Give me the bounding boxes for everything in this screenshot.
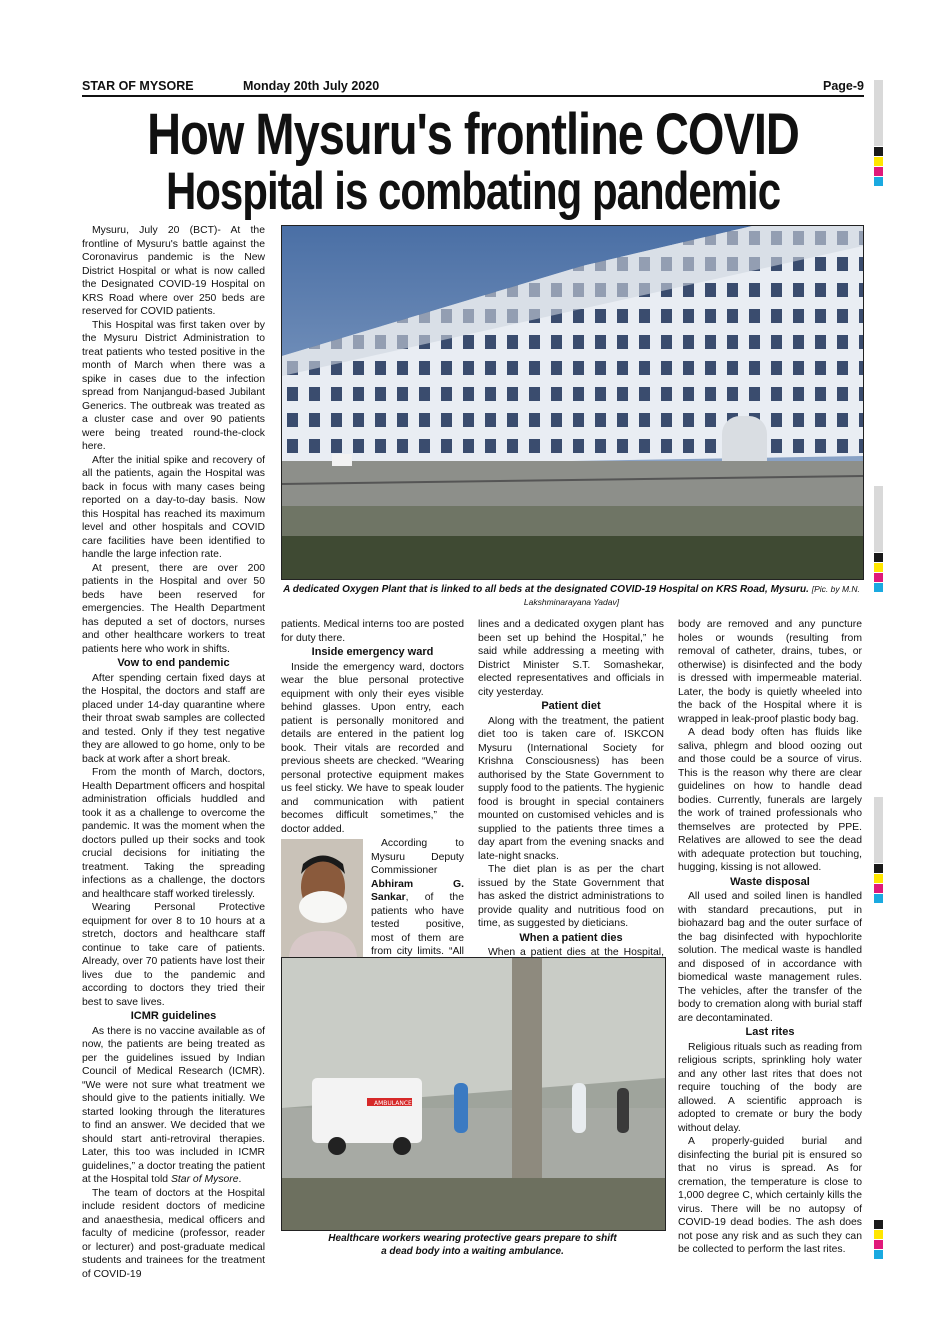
dc-name: Abhiram G. Sankar — [371, 878, 464, 903]
black-mark — [874, 1220, 883, 1229]
hospital-building-illustration — [282, 226, 863, 579]
magenta-mark — [874, 1240, 883, 1249]
subhead-emergency: Inside emergency ward — [311, 646, 434, 658]
col1-paragraph: After spending certain fixed days at the Hospital, the doctors and staff are placed under 14-day quarantine where their throat swab samples are collected and tested. Only if they test negative they are allowed to go home, only to be back at work after a short break. — [82, 672, 265, 765]
magenta-mark — [874, 573, 883, 582]
photo-caption-2 — [281, 1232, 664, 1258]
headline-line-2: Hospital is combating pandemic — [165, 161, 781, 220]
col1-paragraph — [82, 1025, 265, 1187]
dc-portrait — [281, 839, 363, 957]
col3-paragraph: lines and a dedicated oxygen plant has been set up behind the Hospital,” he said while addressing a meeting with District Minister S.T. Somashekar, elected representatives and officials in city yesterday. — [478, 619, 664, 698]
paper-name-italic: Star of Mysore — [170, 1174, 239, 1185]
subhead-icmr: ICMR guidelines — [130, 1010, 217, 1022]
col2-paragraph: patients. Medical interns too are posted for duty there. — [281, 619, 464, 644]
black-mark — [874, 864, 883, 873]
cyan-mark — [874, 177, 883, 186]
page-number: Page-9 — [823, 79, 864, 93]
caption-1-text: A dedicated Oxygen Plant that is linked to all beds at the designated COVID-19 Hospital on KRS Road, Mysuru. — [283, 584, 809, 595]
col1-paragraph: At present, there are over 200 patients in the Hospital and over 50 beds have been reserved for emergencies. The Health Department has deputed a set of doctors, nurses and other healthcare workers to treat patients here who work in shifts. — [82, 562, 265, 655]
portrait-illustration — [281, 839, 363, 957]
caption-2-line-2: a dead body into a waiting ambulance. — [381, 1246, 564, 1257]
col1-paragraph: The team of doctors at the Hospital include resident doctors of medicine and anaesthesia, medical officers and faculty of medicine (professor, reader or lecturer) and post-graduate medical students and trainees for the treatment of COVID-19 — [82, 1187, 265, 1280]
dc-quote: , of the patients who have tested positive, most of them are from city limits. “All — [371, 892, 464, 957]
col4-paragraph: body are removed and any puncture holes or wounds (resulting from removal of catheter, drains, tubes, or otherwise) is disinfected and the body is dressed with impermeable material. Later, the body is quietly wheeled into the back of the Hospital where it is wrapped in leak-proof plastic body bag. — [678, 619, 862, 725]
issue-date: Monday 20th July 2020 — [243, 79, 380, 93]
column-4 — [678, 618, 862, 1257]
ambulance-label: AMBULANCE — [374, 1100, 412, 1107]
black-mark — [874, 147, 883, 156]
cyan-mark — [874, 583, 883, 592]
yellow-mark — [874, 157, 883, 166]
quote-text: As there is no vaccine available as of now, the patients are being treated as per the guidelines issued by Indian Council of Medical Research (ICMR). “We were not sure what treatment we should give to the patients initially. We started looking through the literatures to find an answer. We decided that we should start anti-retroviral therapies. Later, this too was included in ICMR guidelines,” a doctor treating the patient at the Hospital told — [82, 1025, 265, 1185]
column-3 — [478, 618, 664, 987]
col4-paragraph: A properly-guided burial and disinfecting the burial pit is ensured so that no virus is spread. As for cremation, the temperature is close to 1,000 degree C, which certainly kills the virus. There will be no autopsy of COVID-19 dead bodies. The ash does not pose any risk and as such they can be collected to perform the last rites. — [678, 1136, 862, 1255]
col1-paragraph: Mysuru, July 20 (BCT)- At the frontline of Mysuru's battle against the Coronavirus pandemic is the New District Hospital or what is now called the Designated COVID-19 Hospital on KRS Road where over 250 beds are reserved for COVID patients. — [82, 225, 265, 317]
dc-intro: According to Mysuru Deputy Commissioner — [371, 838, 464, 876]
black-mark — [874, 553, 883, 562]
header-rule — [82, 95, 864, 97]
subhead-last-rites: Last rites — [745, 1026, 795, 1038]
subhead-vow: Vow to end pandemic — [117, 657, 230, 669]
oxygen-plant-photo — [281, 225, 864, 580]
cyan-mark — [874, 1250, 883, 1259]
col1-paragraph: After the initial spike and recovery of all the patients, again the Hospital was back in focus with many cases being reported on a day-to-day basis. Now this Hospital has reached its maximum level and other hospitals and COVID care facilities have been identified to handle the large infection rate. — [82, 454, 265, 560]
photo-caption-1 — [281, 583, 862, 609]
col3-paragraph: The diet plan is as per the chart issued by the State Government that has asked the district administrations to provide quality and nutritious food on time, as suggested by dieticians. — [478, 864, 664, 929]
column-2 — [281, 618, 464, 965]
yellow-mark — [874, 563, 883, 572]
col2-paragraph: Inside the emergency ward, doctors wear the blue personal protective equipment with only their eyes visible behind glasses. Upon entry, each patient is personally monitored and details are entered in the patient log book. Their vitals are recorded and previous sheets are checked. “Wearing personal protective equipment makes us feel sticky. We have to speak louder and communication with patient becomes difficult sometimes,” the doctor added. — [281, 661, 464, 835]
subhead-diet: Patient diet — [541, 700, 601, 712]
col4-paragraph: A dead body often has fluids like saliva, phlegm and blood oozing out and those could be a source of virus. This is the reason why there are clear guidelines on how to handle dead bodies. Currently, funerals are largely the work of trained professionals who themselves are protected by PPE. Relatives are allowed to see the dead with adequate protection but touching, hugging, kissing is not allowed. — [678, 727, 862, 873]
grey-bar — [874, 797, 883, 863]
paper-name: STAR OF MYSORE — [82, 79, 194, 93]
subhead-waste: Waste disposal — [730, 875, 810, 888]
col1-paragraph: Wearing Personal Protective equipment for over 8 to 10 hours at a stretch, doctors and healthcare staff continue to take care of patients. Already, over 70 patients have lost their lives due to the pandemic and according to doctors they tried their best to save lives. — [82, 902, 265, 1008]
ambulance-photo — [281, 957, 666, 1231]
grey-bar — [874, 80, 883, 146]
ambulance-illustration — [282, 958, 665, 1230]
col4-paragraph: Religious rituals such as reading from religious scripts, sprinkling holy water and any other last rites that does not require touching of the body are allowed. A scientific approach is adopted to cremate or bury the body without delay. — [678, 1041, 862, 1134]
yellow-mark — [874, 874, 883, 883]
period: . — [238, 1174, 242, 1185]
magenta-mark — [874, 167, 883, 176]
headline-line-1: How Mysuru's frontline COVID — [147, 100, 799, 167]
column-1 — [82, 224, 265, 1281]
subhead-dies: When a patient dies — [519, 931, 623, 944]
col4-paragraph: All used and soiled linen is handled with standard precautions, put in biohazard bag and the outer surface of the bag disinfected with hypochlorite solution. The medical waste is handled and disposed of in accordance with biomedical waste management rules. The vehicles, after the transfer of the body to cremation along with burial staff are decontaminated. — [678, 891, 862, 1024]
dc-block — [281, 837, 464, 965]
grey-bar — [874, 486, 883, 552]
cyan-mark — [874, 894, 883, 903]
yellow-mark — [874, 1230, 883, 1239]
magenta-mark — [874, 884, 883, 893]
photo-credit: [Pic. by M.N. Lakshminarayana Yadav] — [523, 584, 860, 607]
col1-paragraph: From the month of March, doctors, Health Department officers and hospital administration officials huddled and took it as a challenge to overcome the pandemic. It was the moment when the doctors pulled up their socks and took crucial decisions for initiating the treatment. Taking the spreading infections as a challenge, the doctors and healthcare staff worked tirelessly. — [82, 767, 265, 900]
col3-paragraph: Along with the treatment, the patient diet too is taken care of. ISKCON Mysuru (International Society for Krishna Consciousness) has been authorised by the State Government to supply food to the patients. The hygienic food is brought in special containers mounted on customised vehicles and is supplied to the patients three times a day apart from the evening snacks and late-night snacks. — [478, 715, 664, 862]
col3-paragraph: When a patient dies at the Hospital, — [488, 947, 664, 958]
col1-paragraph: This Hospital was first taken over by the Mysuru District Administration to treat patients who tested positive in the month of March when there was a spike in cases due to the infection spread from Nanjangud-based Jubilant Generics. The outbreak was treated as a cluster case and over 90 patients were being treated round-the-clock here. — [82, 319, 265, 452]
caption-2-line-1: Healthcare workers wearing protective gears prepare to shift — [328, 1233, 617, 1244]
